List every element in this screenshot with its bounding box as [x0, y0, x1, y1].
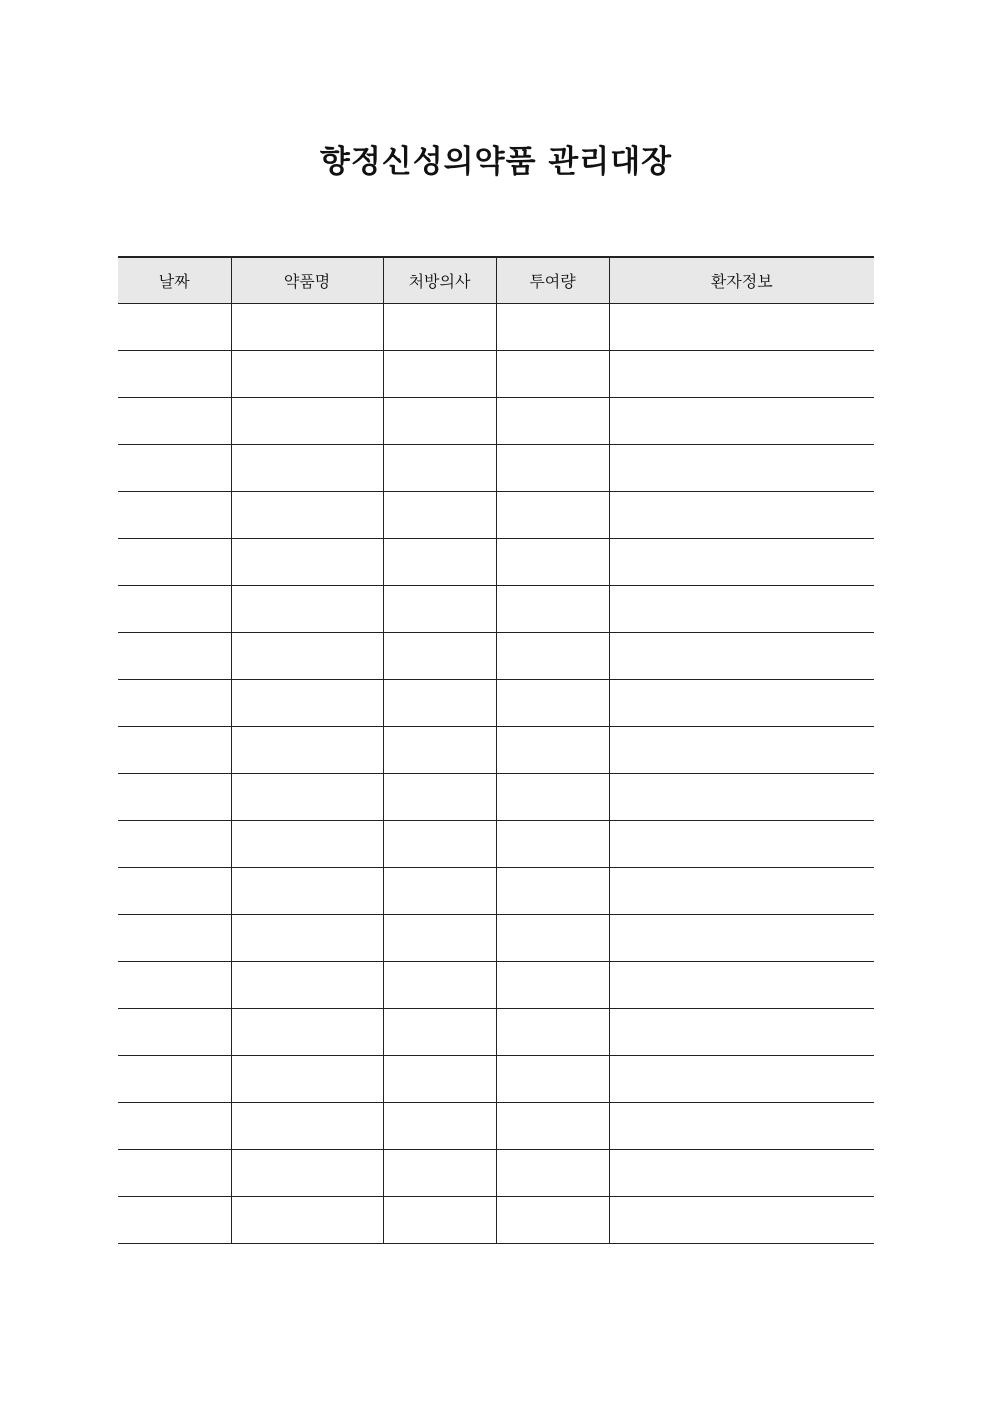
cell-date[interactable] [118, 727, 231, 774]
cell-drug-name[interactable] [231, 586, 383, 633]
cell-dosage[interactable] [496, 1197, 609, 1244]
cell-patient-info[interactable] [609, 821, 874, 868]
cell-patient-info[interactable] [609, 727, 874, 774]
table-row [118, 492, 874, 539]
cell-dosage[interactable] [496, 304, 609, 351]
cell-prescriber[interactable] [383, 398, 496, 445]
cell-prescriber[interactable] [383, 586, 496, 633]
column-header-prescriber: 처방의사 [383, 257, 496, 304]
column-header-date: 날짜 [118, 257, 231, 304]
header-row [118, 257, 874, 304]
table-row [118, 680, 874, 727]
table-row [118, 351, 874, 398]
cell-drug-name[interactable] [231, 821, 383, 868]
cell-dosage[interactable] [496, 680, 609, 727]
cell-patient-info[interactable] [609, 1056, 874, 1103]
cell-dosage[interactable] [496, 821, 609, 868]
cell-date[interactable] [118, 539, 231, 586]
cell-drug-name[interactable] [231, 445, 383, 492]
cell-prescriber[interactable] [383, 539, 496, 586]
column-header-dosage: 투여량 [496, 257, 609, 304]
table-row [118, 774, 874, 821]
cell-date[interactable] [118, 398, 231, 445]
cell-patient-info[interactable] [609, 633, 874, 680]
cell-drug-name[interactable] [231, 304, 383, 351]
cell-drug-name[interactable] [231, 1056, 383, 1103]
table-row [118, 398, 874, 445]
table-row [118, 868, 874, 915]
cell-drug-name[interactable] [231, 633, 383, 680]
cell-drug-name[interactable] [231, 915, 383, 962]
cell-drug-name[interactable] [231, 774, 383, 821]
cell-dosage[interactable] [496, 586, 609, 633]
cell-dosage[interactable] [496, 1056, 609, 1103]
table-row [118, 633, 874, 680]
cell-date[interactable] [118, 821, 231, 868]
cell-dosage[interactable] [496, 351, 609, 398]
cell-prescriber[interactable] [383, 1150, 496, 1197]
cell-prescriber[interactable] [383, 304, 496, 351]
ledger-table [118, 256, 874, 1244]
cell-drug-name[interactable] [231, 962, 383, 1009]
cell-dosage[interactable] [496, 539, 609, 586]
cell-prescriber[interactable] [383, 445, 496, 492]
cell-patient-info[interactable] [609, 962, 874, 1009]
cell-date[interactable] [118, 1150, 231, 1197]
cell-drug-name[interactable] [231, 868, 383, 915]
cell-prescriber[interactable] [383, 680, 496, 727]
cell-patient-info[interactable] [609, 680, 874, 727]
table-row [118, 445, 874, 492]
cell-drug-name[interactable] [231, 1150, 383, 1197]
cell-date[interactable] [118, 492, 231, 539]
cell-date[interactable] [118, 1103, 231, 1150]
table-row [118, 304, 874, 351]
cell-date[interactable] [118, 915, 231, 962]
cell-drug-name[interactable] [231, 398, 383, 445]
cell-date[interactable] [118, 351, 231, 398]
cell-date[interactable] [118, 1009, 231, 1056]
cell-patient-info[interactable] [609, 1150, 874, 1197]
cell-prescriber[interactable] [383, 915, 496, 962]
cell-date[interactable] [118, 586, 231, 633]
cell-date[interactable] [118, 962, 231, 1009]
table-row [118, 915, 874, 962]
cell-prescriber[interactable] [383, 1056, 496, 1103]
cell-date[interactable] [118, 633, 231, 680]
cell-dosage[interactable] [496, 774, 609, 821]
cell-prescriber[interactable] [383, 1009, 496, 1056]
cell-patient-info[interactable] [609, 915, 874, 962]
cell-drug-name[interactable] [231, 727, 383, 774]
cell-prescriber[interactable] [383, 774, 496, 821]
cell-drug-name[interactable] [231, 539, 383, 586]
cell-dosage[interactable] [496, 1103, 609, 1150]
cell-patient-info[interactable] [609, 1197, 874, 1244]
cell-patient-info[interactable] [609, 868, 874, 915]
cell-dosage[interactable] [496, 398, 609, 445]
cell-patient-info[interactable] [609, 492, 874, 539]
cell-date[interactable] [118, 445, 231, 492]
column-header-drug-name: 약품명 [231, 257, 383, 304]
cell-prescriber[interactable] [383, 351, 496, 398]
cell-prescriber[interactable] [383, 868, 496, 915]
table-row [118, 727, 874, 774]
table-row [118, 539, 874, 586]
table-row [118, 1056, 874, 1103]
cell-dosage[interactable] [496, 962, 609, 1009]
cell-dosage[interactable] [496, 633, 609, 680]
cell-prescriber[interactable] [383, 727, 496, 774]
cell-patient-info[interactable] [609, 539, 874, 586]
cell-patient-info[interactable] [609, 774, 874, 821]
cell-date[interactable] [118, 1197, 231, 1244]
cell-patient-info[interactable] [609, 304, 874, 351]
cell-patient-info[interactable] [609, 351, 874, 398]
page-title: 향정신성의약품 관리대장 [319, 144, 673, 180]
cell-drug-name[interactable] [231, 680, 383, 727]
cell-drug-name[interactable] [231, 1009, 383, 1056]
cell-drug-name[interactable] [231, 492, 383, 539]
cell-date[interactable] [118, 1056, 231, 1103]
cell-patient-info[interactable] [609, 445, 874, 492]
cell-date[interactable] [118, 774, 231, 821]
cell-prescriber[interactable] [383, 962, 496, 1009]
cell-prescriber[interactable] [383, 492, 496, 539]
column-header-patient-info: 환자정보 [609, 257, 874, 304]
cell-dosage[interactable] [496, 492, 609, 539]
cell-prescriber[interactable] [383, 1197, 496, 1244]
cell-drug-name[interactable] [231, 1103, 383, 1150]
table-row [118, 1150, 874, 1197]
cell-dosage[interactable] [496, 1009, 609, 1056]
cell-prescriber[interactable] [383, 633, 496, 680]
cell-patient-info[interactable] [609, 1103, 874, 1150]
cell-dosage[interactable] [496, 868, 609, 915]
table-row [118, 962, 874, 1009]
cell-dosage[interactable] [496, 915, 609, 962]
cell-drug-name[interactable] [231, 351, 383, 398]
table-row [118, 821, 874, 868]
cell-dosage[interactable] [496, 1150, 609, 1197]
table-row [118, 1009, 874, 1056]
table-row [118, 1197, 874, 1244]
cell-dosage[interactable] [496, 445, 609, 492]
ledger-body [118, 304, 874, 1244]
cell-date[interactable] [118, 304, 231, 351]
cell-patient-info[interactable] [609, 398, 874, 445]
cell-prescriber[interactable] [383, 821, 496, 868]
cell-dosage[interactable] [496, 727, 609, 774]
cell-date[interactable] [118, 680, 231, 727]
cell-patient-info[interactable] [609, 1009, 874, 1056]
cell-patient-info[interactable] [609, 586, 874, 633]
table-row [118, 1103, 874, 1150]
table-row [118, 586, 874, 633]
cell-drug-name[interactable] [231, 1197, 383, 1244]
cell-date[interactable] [118, 868, 231, 915]
cell-prescriber[interactable] [383, 1103, 496, 1150]
